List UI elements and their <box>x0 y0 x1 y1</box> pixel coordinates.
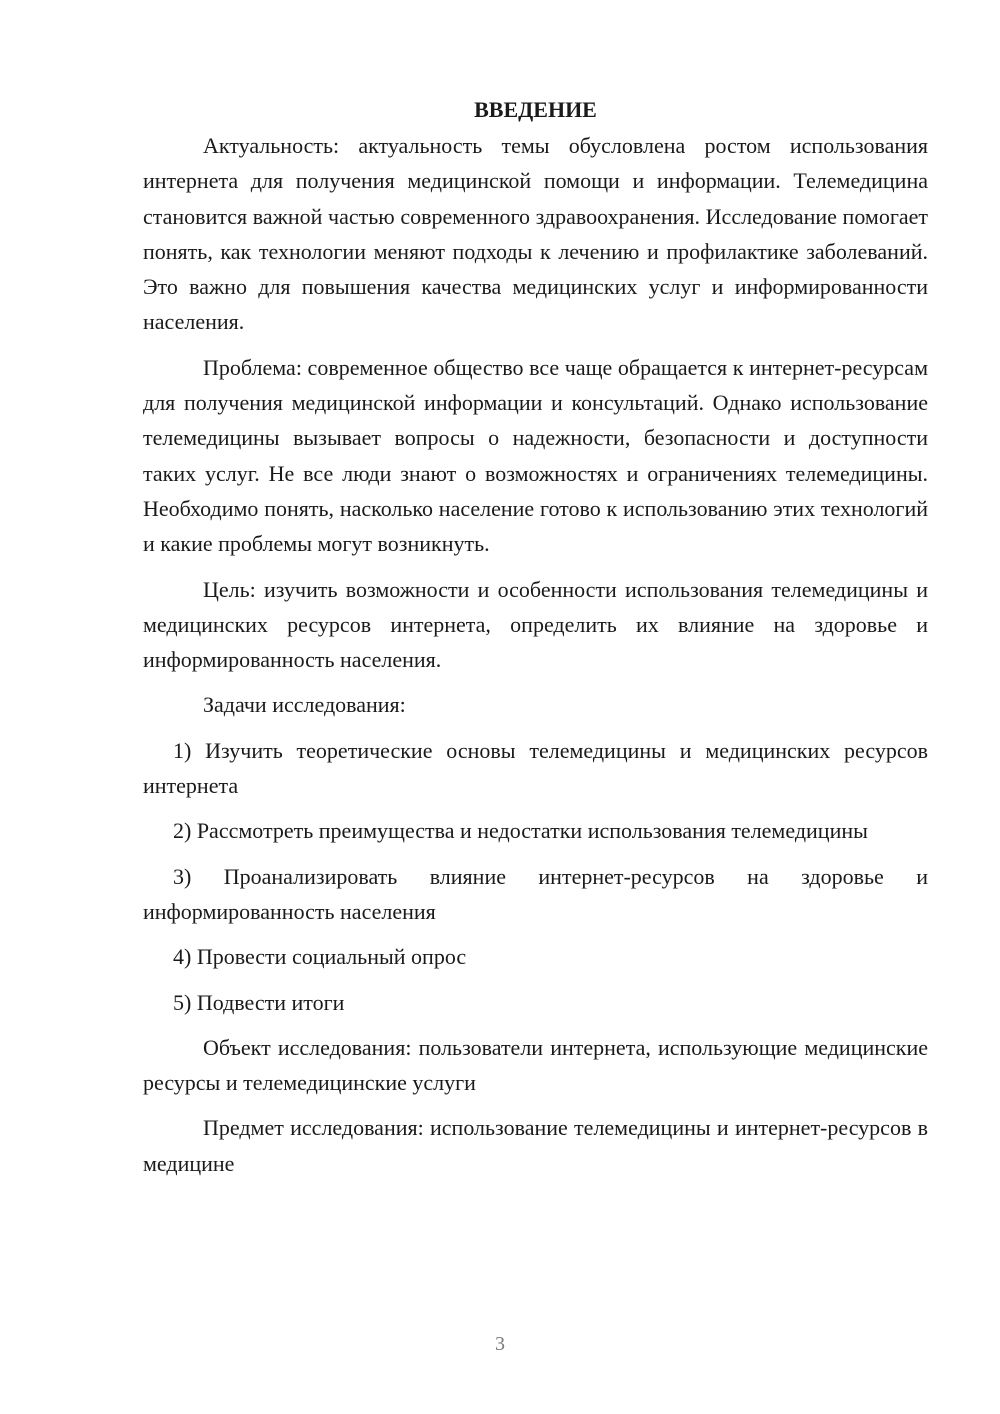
paragraph-goal: Цель: изучить возможности и особенности использования телемедицины и медицинских ресурсов интернета, определить их влияние на здоровье и информированность населения. <box>143 576 928 673</box>
task-item: 4) Провести социальный опрос <box>173 944 467 970</box>
task-item: 3) Проанализировать влияние интернет-ресурсов на здоровье и информированность населения <box>143 863 928 924</box>
task-item: 5) Подвести итоги <box>173 989 345 1015</box>
task-item: 1) Изучить теоретические основы телемедицины и медицинских ресурсов интернета <box>143 737 928 799</box>
paragraph-object: Объект исследования: пользователи интернета, использующие медицинские ресурсы и телемедицинские услуги <box>143 1034 928 1096</box>
page-title: ВВЕДЕНИЕ <box>474 97 597 122</box>
paragraph-subject: Предмет исследования: использование телемедицины и интернет-ресурсов в медицине <box>143 1115 928 1176</box>
tasks-heading: Задачи исследования: <box>203 692 406 718</box>
paragraph-relevance: Актуальность: актуальность темы обусловлена ростом использования интернета для получения медицинской помощи и информации. Телемедицина становится важной частью современного здравоохранения. Исследование помогает понять, как технологии меняют подходы к лечению и профилактике заболеваний. Это важно для повышения качества медицинских услуг и информированности населения. <box>143 133 928 335</box>
document-page <box>143 95 928 1191</box>
task-item: 2) Рассмотреть преимущества и недостатки использования телемедицины <box>173 818 868 844</box>
paragraph-problem: Проблема: современное общество все чаще обращается к интернет-ресурсам для получения медицинской информации и консультаций. Однако использование телемедицины вызывает вопросы о надежности, безопасности и доступности таких услуг. Не все люди знают о возможностях и ограничениях телемедицины. Необходимо понять, насколько население готово к использованию этих технологий и какие проблемы могут возникнуть. <box>143 354 928 557</box>
page-number: 3 <box>495 1333 505 1355</box>
